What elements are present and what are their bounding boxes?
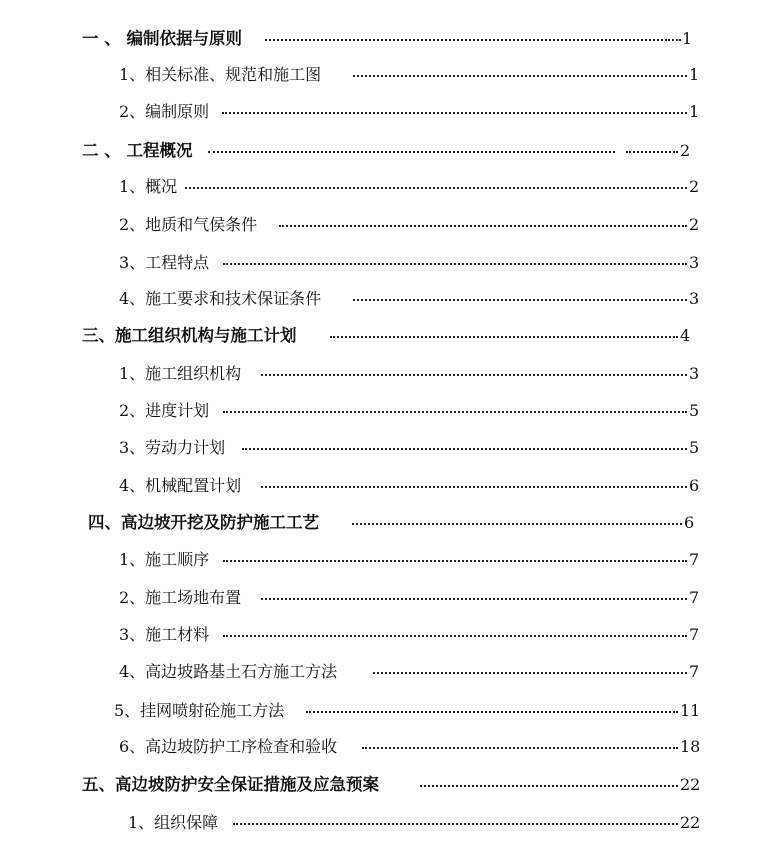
leader-dots xyxy=(233,823,678,825)
toc-entry-title: 6、高边坡防护工序检查和验收 xyxy=(119,737,338,756)
toc-entry-page: 7 xyxy=(689,625,700,644)
toc-entry-title: 四、高边坡开挖及防护施工工艺 xyxy=(88,513,319,532)
toc-entry-page: 2 xyxy=(689,215,700,234)
leader-dots xyxy=(353,75,687,77)
leader-dots xyxy=(265,39,663,41)
toc-entry-page: 7 xyxy=(689,550,700,569)
toc-entry-title: 5、挂网喷射砼施工方法 xyxy=(114,701,285,720)
toc-entry-title: 4、高边坡路基土石方施工方法 xyxy=(119,662,338,681)
toc-entry-page: 3 xyxy=(689,289,700,308)
leader-dots xyxy=(306,711,678,713)
leader-dots xyxy=(261,374,687,376)
toc-entry-title: 3、施工材料 xyxy=(119,625,210,644)
toc-entry-page: 1 xyxy=(689,65,700,84)
leader-dots xyxy=(261,486,687,488)
leader-dots xyxy=(362,747,678,749)
toc-entry-page: 22 xyxy=(680,813,701,832)
leader-dots xyxy=(223,635,687,637)
toc-entry-page: 1 xyxy=(682,29,693,48)
toc-entry-page: 1 xyxy=(689,102,700,121)
toc-entry-page: 6 xyxy=(684,513,695,532)
leader-dots xyxy=(279,225,687,227)
toc-entry-page: 11 xyxy=(680,701,701,720)
toc-entry-page: 2 xyxy=(689,177,700,196)
toc-entry-title: 4、机械配置计划 xyxy=(119,476,242,495)
leader-dots xyxy=(353,299,687,301)
leader-dots xyxy=(420,785,678,787)
toc-entry-page: 3 xyxy=(689,253,700,272)
toc-entry-title: 1、施工组织机构 xyxy=(119,364,242,383)
leader-dots xyxy=(352,523,682,525)
leader-dots xyxy=(261,598,687,600)
toc-entry-title: 1、相关标准、规范和施工图 xyxy=(119,65,322,84)
toc-entry-title: 1、概况 xyxy=(119,177,178,196)
toc-entry-page: 4 xyxy=(680,326,691,345)
toc-entry-title: 2、施工场地布置 xyxy=(119,588,242,607)
leader-dots xyxy=(242,448,687,450)
toc-entry-title: 一 、 编制依据与原则 xyxy=(82,29,242,48)
leader-dots xyxy=(330,336,678,338)
leader-dots xyxy=(185,187,687,189)
toc-entry-title: 4、施工要求和技术保证条件 xyxy=(119,289,322,308)
toc-entry-title: 1、组织保障 xyxy=(128,813,219,832)
toc-entry-page: 5 xyxy=(689,438,700,457)
toc-entry-title: 五、高边坡防护安全保证措施及应急预案 xyxy=(82,775,379,794)
toc-entry-page: 2 xyxy=(680,141,691,160)
toc-entry-title: 3、劳动力计划 xyxy=(119,438,226,457)
leader-dots xyxy=(223,411,687,413)
leader-dots xyxy=(222,112,687,114)
toc-entry-title: 2、编制原则 xyxy=(119,102,210,121)
toc-entry-page: 6 xyxy=(689,476,700,495)
toc-entry-page: 7 xyxy=(689,588,700,607)
toc-entry-page: 3 xyxy=(689,364,700,383)
leader-dots xyxy=(223,560,687,562)
leader-dots xyxy=(208,151,615,153)
toc-entry-title: 二 、 工程概况 xyxy=(82,141,193,160)
leader-dots xyxy=(665,39,681,41)
toc-entry-title: 2、进度计划 xyxy=(119,401,210,420)
leader-dots xyxy=(223,263,687,265)
leader-dots xyxy=(626,151,678,153)
toc-entry-title: 三、施工组织机构与施工计划 xyxy=(82,326,297,345)
toc-entry-title: 3、工程特点 xyxy=(119,253,210,272)
toc-entry-page: 18 xyxy=(680,737,701,756)
toc-entry-page: 5 xyxy=(689,401,700,420)
toc-entry-title: 2、地质和气侯条件 xyxy=(119,215,258,234)
toc-entry-page: 22 xyxy=(680,775,701,794)
toc-entry-title: 1、施工顺序 xyxy=(119,550,210,569)
leader-dots xyxy=(373,672,687,674)
toc-entry-page: 7 xyxy=(689,662,700,681)
